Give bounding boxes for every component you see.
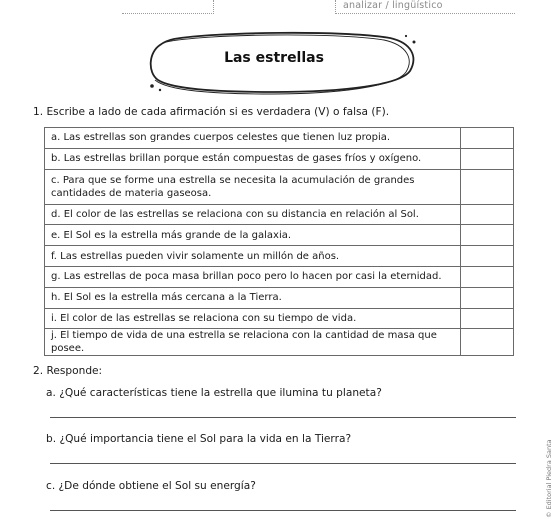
answer-cell-h[interactable] [461, 287, 514, 308]
statement-a: a. Las estrellas son grandes cuerpos celestes que tienen luz propia. [45, 128, 461, 149]
statement-i: i. El color de las estrellas se relaciona con su tiempo de vida. [45, 308, 461, 329]
table-row [45, 329, 514, 356]
statement-h: h. El Sol es la estrella más cercana a la Tierra. [45, 287, 461, 308]
page-title: Las estrellas [224, 50, 324, 66]
answer-line-2c[interactable] [50, 510, 516, 511]
statement-j: j. El tiempo de vida de una estrella se relaciona con la cantidad de masa que posee. [45, 329, 461, 356]
answer-cell-b[interactable] [461, 148, 514, 169]
question-2a: a. ¿Qué características tiene la estrella que ilumina tu planeta? [46, 387, 382, 399]
statement-c: c. Para que se forme una estrella se necesita la acumulación de grandes cantidades de materia gaseosa. [45, 169, 461, 204]
answer-cell-a[interactable] [461, 128, 514, 149]
table-row [45, 204, 514, 225]
answer-cell-c[interactable] [461, 169, 514, 204]
answer-cell-j[interactable] [461, 329, 514, 356]
answer-cell-d[interactable] [461, 204, 514, 225]
table-row [45, 266, 514, 287]
statement-d: d. El color de las estrellas se relaciona con su distancia en relación al Sol. [45, 204, 461, 225]
publisher-credit [536, 439, 553, 518]
answer-cell-i[interactable] [461, 308, 514, 329]
statement-f: f. Las estrellas pueden vivir solamente un millón de años. [45, 246, 461, 267]
answer-line-2b[interactable] [50, 463, 516, 464]
table-row [45, 246, 514, 267]
top-vertical-rule [335, 0, 336, 14]
table-row [45, 308, 514, 329]
answer-line-2a[interactable] [50, 417, 516, 418]
statement-g: g. Las estrellas de poca masa brillan poco pero lo hacen por casi la eternidad. [45, 266, 461, 287]
publisher-credit-text: © Editorial Piedra Santa [545, 439, 553, 518]
top-category-label: analizar / lingüístico [343, 0, 443, 11]
table-row [45, 169, 514, 204]
question-2b: b. ¿Qué importancia tiene el Sol para la vida en la Tierra? [46, 433, 352, 445]
question-2-instruction: 2. Responde: [33, 365, 103, 377]
statement-b: b. Las estrellas brillan porque están compuestas de gases fríos y oxígeno. [45, 148, 461, 169]
answer-cell-f[interactable] [461, 246, 514, 267]
top-vertical-rule [213, 0, 214, 14]
statement-e: e. El Sol es la estrella más grande de la galaxia. [45, 225, 461, 246]
title-bubble [144, 30, 420, 96]
answer-cell-e[interactable] [461, 225, 514, 246]
table-row [45, 128, 514, 149]
top-dotted-line-left [122, 13, 214, 14]
table-row [45, 148, 514, 169]
top-border-strip [0, 0, 550, 16]
table-row [45, 287, 514, 308]
question-1-instruction: 1. Escribe a lado de cada afirmación si es verdadera (V) o falsa (F). [33, 106, 390, 118]
true-false-table [44, 127, 514, 356]
top-dotted-line-right [335, 13, 515, 14]
table-row [45, 225, 514, 246]
answer-cell-g[interactable] [461, 266, 514, 287]
question-2c: c. ¿De dónde obtiene el Sol su energía? [46, 480, 256, 492]
